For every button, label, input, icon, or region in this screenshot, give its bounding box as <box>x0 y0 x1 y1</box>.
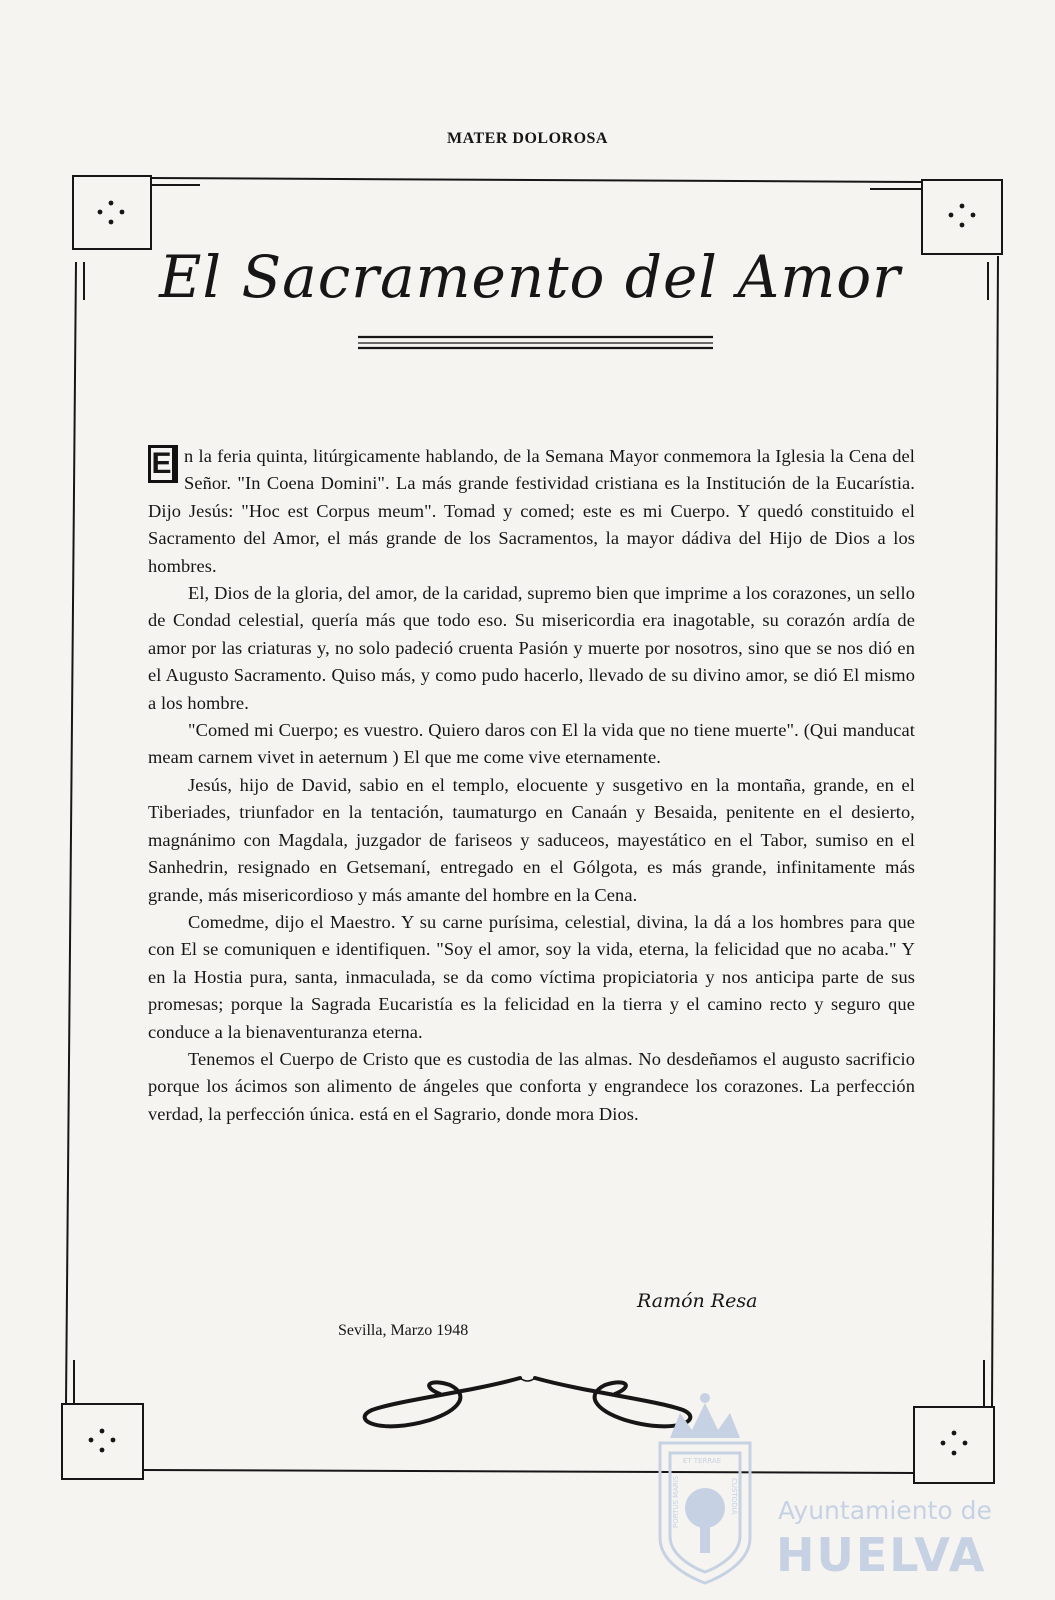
page-title: El Sacramento del Amor <box>159 243 901 311</box>
corner-box-top-right <box>922 180 1002 254</box>
corner-ornament-top-right <box>949 204 976 228</box>
paragraph-3: "Comed mi Cuerpo; es vuestro. Quiero daros con El la vida que no tiene muerte". (Qui manducat meam carnem vivet in aeternum ) El que me come vive eternamente. <box>148 720 915 768</box>
corner-ornament-top-left <box>98 201 125 225</box>
paragraph-2: El, Dios de la gloria, del amor, de la caridad, supremo bien que imprime a los corazones, un sello de Condad celestial, quería más que todo eso. Su misericordia era inagotable, su corazón ardía de amor por las criaturas y, no solo padeció cruenta Pasión y muerte por nosotros, sino que se nos dió en el Augusto Sacramento. Quiso más, y como pudo hacerlo, llevado de su divino amor, se dió El mismo a los hombre. <box>148 583 915 713</box>
place-date: Sevilla, Marzo 1948 <box>338 1322 469 1339</box>
paragraph-6: Tenemos el Cuerpo de Cristo que es custodia de las almas. No desdeñamos el augusto sacrificio porque los ácimos son alimento de ángeles que conforta y engrandece los corazones. La perfección verdad, la perfección única. está en el Sagrario, donde mora Dios. <box>148 1048 915 1124</box>
corner-box-bottom-left <box>62 1404 143 1479</box>
corner-box-top-left <box>73 176 151 249</box>
watermark <box>640 1388 1050 1588</box>
paragraph-1: E n la feria quinta, litúrgicamente hablando, de la Semana Mayor conmemora la Iglesia la Cena del Señor. "In Coena Domini". La más grande festividad cristiana es la Institución de la Eucarístia. Dijo Jesús: "Hoc est Corpus meum". Tomad y comed; este es mi Cuerpo. Y quedó constituido el Sacramento del Amor, el más grande de los Sacramentos, la mayor dádiva del Hijo de Dios a los hombres. <box>148 446 915 576</box>
running-head: MATER DOLOROSA <box>447 130 608 147</box>
svg-text:PORTUS MARIS: PORTUS MARIS <box>672 1475 680 1528</box>
corner-ornament-bottom-left <box>89 1429 116 1453</box>
title-underline <box>358 337 713 348</box>
frame-right-line <box>992 256 998 1407</box>
frame-left-line <box>66 262 76 1404</box>
frame-top-line <box>151 178 922 182</box>
paragraph-4: Jesús, hijo de David, sabio en el templo, elocuente y susgetivo en la montaña, grande, en el Tiberiades, triunfador en la tentación, taumaturgo en Canaán y Besaida, penitente en el desierto, magnánimo con Magdala, juzgador de fariseos y saduceos, mayestático en el Tabor, sumiso en el Sanhedrin, resignado en Getsemaní, entregado en el Gólgota, es más grande, infinitamente más grande, más misericordioso y más amante del hombre en la Cena. <box>148 774 915 905</box>
svg-text:ET TERRAE: ET TERRAE <box>682 1457 722 1465</box>
author-signature: Ramón Resa <box>637 1290 758 1312</box>
paragraph-5: Comedme, dijo el Maestro. Y su carne purísima, celestial, divina, la dá a los hombres para que con El se comuniquen e identifiquen. "Soy el amor, soy la vida, eterna, la felicidad que no acaba." Y en la Hostia pura, santa, inmaculada, se da como víctima propiciatoria y nos anticipa parte de sus promesas; porque la Sagrada Eucaristía es la felicidad en la tierra y el camino recto y seguro que conduce a la bienaventuranza eterna. <box>148 911 915 1042</box>
coat-of-arms-icon <box>640 1388 770 1588</box>
article-body <box>148 443 915 1128</box>
drop-cap: E <box>148 445 178 483</box>
watermark-line-2: HUELVA <box>776 1528 987 1582</box>
svg-text:CUSTODIA: CUSTODIA <box>730 1478 738 1515</box>
watermark-line-1: Ayuntamiento de <box>778 1496 992 1525</box>
